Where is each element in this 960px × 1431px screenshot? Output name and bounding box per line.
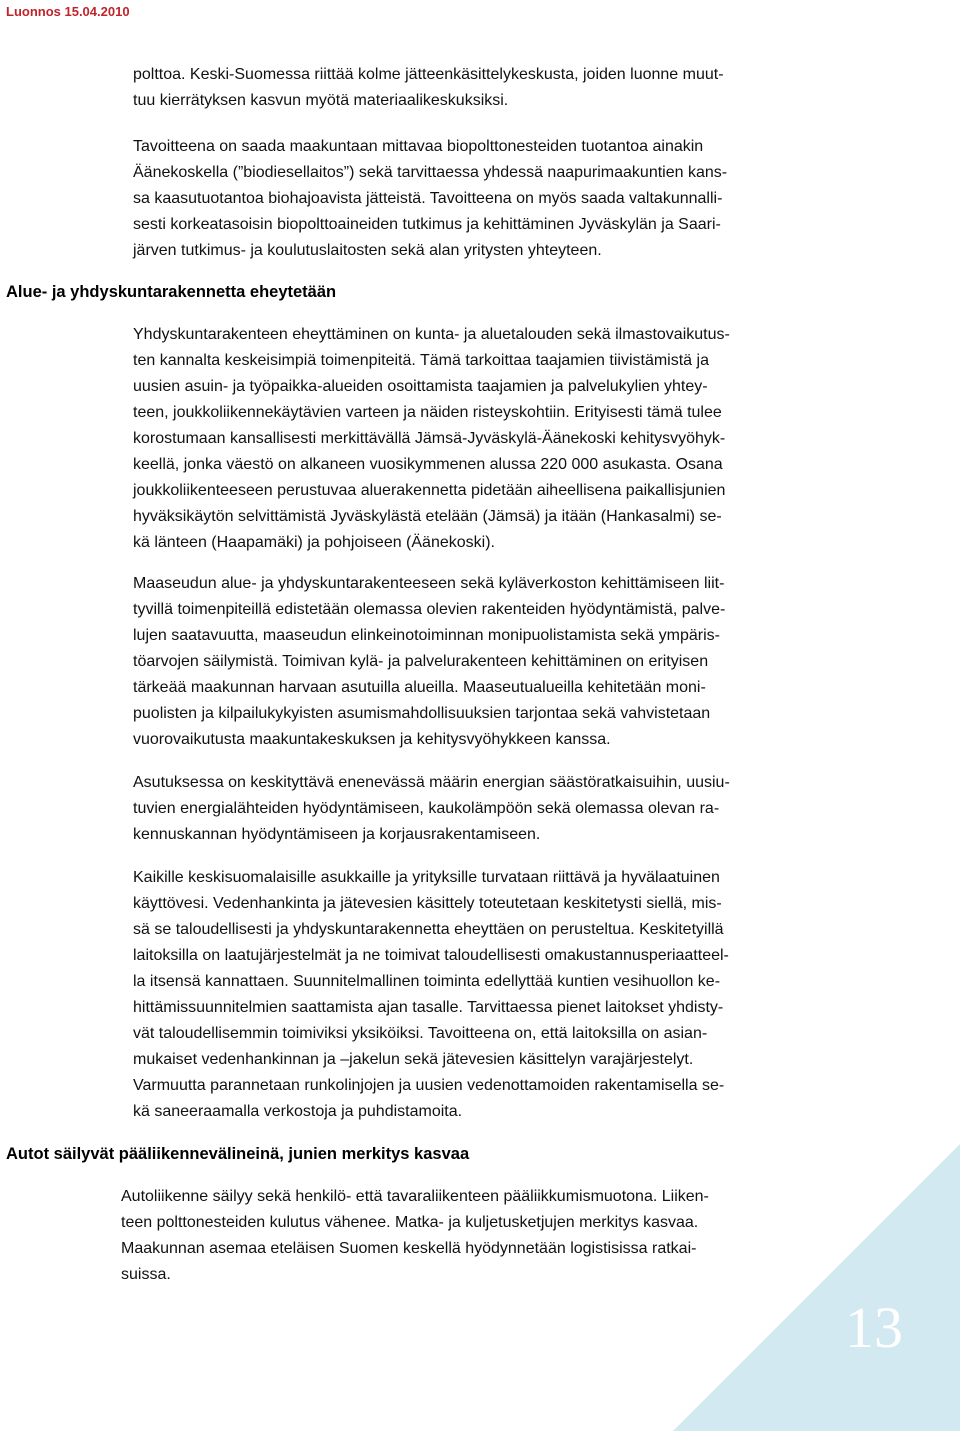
text-line: polttoa. Keski-Suomessa riittää kolme jätteenkäsittelykeskusta, joiden luonne muut- (133, 66, 724, 83)
text-line: Autoliikenne säilyy sekä henkilö- että tavaraliikenteen pääliikkumismuotona. Liiken- (121, 1188, 709, 1205)
paragraph-rural-areas (133, 571, 833, 753)
paragraph-housing-energy (133, 770, 833, 848)
text-line: Yhdyskuntarakenteen eheyttäminen on kunta- ja aluetalouden sekä ilmastovaikutus- (133, 326, 730, 343)
text-line: järven tutkimus- ja koulutuslaitosten sekä alan yritysten yhteyteen. (133, 242, 602, 259)
text-line: la itsensä kannattaen. Suunnitelmallinen toiminta edellyttää kuntien vesihuollon ke- (133, 973, 721, 990)
text-line: kä länteen (Haapamäki) ja pohjoiseen (Äänekoski). (133, 534, 495, 551)
text-line: Asutuksessa on keskityttävä enenevässä määrin energian säästöratkaisuihin, uusiu- (133, 774, 730, 791)
text-line: tuu kierrätyksen kasvun myötä materiaalikeskuksiksi. (133, 92, 509, 109)
paragraph-community-structure (133, 322, 833, 556)
text-line: kennuskannan hyödyntämiseen ja korjausrakentamiseen. (133, 826, 541, 843)
text-line: Tavoitteena on saada maakuntaan mittavaa biopolttonesteiden tuotantoa ainakin (133, 138, 704, 155)
text-line: vät taloudellisemmin toimiviksi yksiköiksi. Tavoitteena on, että laitoksilla on asian- (133, 1025, 708, 1042)
text-line: korostumaan kansallisesti merkittävällä Jämsä-Jyväskylä-Äänekoski kehitysvyöhyk- (133, 430, 726, 447)
text-line: Maaseudun alue- ja yhdyskuntarakenteeseen sekä kyläverkoston kehittämiseen liit- (133, 575, 725, 592)
section-heading-community-structure: Alue- ja yhdyskuntarakennetta eheytetään (6, 283, 337, 301)
text-line: teen polttonesteiden kulutus vähenee. Matka- ja kuljetusketjujen merkitys kasvaa. (121, 1214, 699, 1231)
text-line: teen, joukkoliikennekäytävien varteen ja näiden risteyskohtiin. Erityisesti tämä tulee (133, 404, 722, 421)
text-line: töarvojen säilymistä. Toimivan kylä- ja palvelurakenteen kehittäminen on erityisen (133, 653, 709, 670)
text-line: käyttövesi. Vedenhankinta ja jätevesien käsittely toteutetaan keskitetysti siellä, mis- (133, 895, 722, 912)
text-line: sa kaasutuotantoa biohajoavista jätteistä. Tavoitteena on myös saada valtakunnalli- (133, 190, 723, 207)
paragraph-biofuel-goals (133, 134, 833, 264)
text-line: sesti korkeatasoisin biopolttoaineiden tutkimus ja kehittäminen Jyväskylän ja Saari- (133, 216, 721, 233)
text-line: Varmuutta parannetaan runkolinjojen ja uusien vedenottamoiden rakentamisella se- (133, 1077, 725, 1094)
text-line: puolisten ja kilpailukykyisten asumismahdollisuuksien tarjontaa sekä vahvistetaan (133, 705, 711, 722)
text-line: sä se taloudellisesti ja yhdyskuntarakennetta eheyttäen on perusteltua. Keskitetyillä (133, 921, 724, 938)
text-line: tuvien energialähteiden hyödyntämiseen, kaukolämpöön sekä olemassa olevan ra- (133, 800, 720, 817)
paragraph-waste-centers (133, 62, 833, 114)
text-line: ten kannalta keskeisimpiä toimenpiteitä. Tämä tarkoittaa taajamien tiivistämistä ja (133, 352, 709, 369)
text-line: tyvillä toimenpiteillä edistetään olemassa olevien rakenteiden hyödyntämistä, palve- (133, 601, 726, 618)
section-heading-transport: Autot säilyvät pääliikennevälineinä, junien merkitys kasvaa (6, 1145, 470, 1163)
text-line: hittämissuunnitelmien saattamista ajan tasalle. Tarvittaessa pienet laitokset yhdisty- (133, 999, 724, 1016)
page-number: 13 (845, 1295, 903, 1360)
text-line: Äänekoskella (”biodiesellaitos”) sekä tarvittaessa yhdessä naapurimaakuntien kans- (133, 164, 728, 181)
paragraph-water-supply (133, 865, 833, 1125)
page-corner-decoration (673, 1144, 960, 1431)
text-line: hyväksikäytön selvittämistä Jyväskylästä etelään (Jämsä) ja itään (Hankasalmi) se- (133, 508, 722, 525)
text-line: Maakunnan asemaa eteläisen Suomen keskellä hyödynnetään logistisissa ratkai- (121, 1240, 697, 1257)
text-line: joukkoliikenteeseen perustuvaa aluerakennetta pidetään aiheellisena paikallisjunien (133, 482, 726, 499)
draft-label: Luonnos 15.04.2010 (6, 4, 130, 19)
text-line: keellä, jonka väestö on alkaneen vuosikymmenen alussa 220 000 asukasta. Osana (133, 456, 723, 473)
text-line: kä saneeraamalla verkostoja ja puhdistamoita. (133, 1103, 463, 1120)
text-line: tärkeää maakunnan harvaan asutuilla alueilla. Maaseutualueilla kehitetään moni- (133, 679, 706, 696)
text-line: suissa. (121, 1266, 171, 1283)
text-line: mukaiset vedenhankinnan ja –jakelun sekä jätevesien käsittelyn varajärjestelyt. (133, 1051, 694, 1068)
text-line: lujen saatavuutta, maaseudun elinkeinotoiminnan monipuolistamista sekä ympäris- (133, 627, 720, 644)
text-line: Kaikille keskisuomalaisille asukkaille ja yrityksille turvataan riittävä ja hyvälaatuinen (133, 869, 720, 886)
text-line: uusien asuin- ja työpaikka-alueiden osoittamista taajamien ja palvelukylien yhtey- (133, 378, 708, 395)
text-line: laitoksilla on laatujärjestelmät ja ne toimivat taloudellisesti omakustannusperiaatteel- (133, 947, 729, 964)
text-line: vuorovaikutusta maakuntakeskuksen ja kehitysvyöhykkeen kanssa. (133, 731, 611, 748)
